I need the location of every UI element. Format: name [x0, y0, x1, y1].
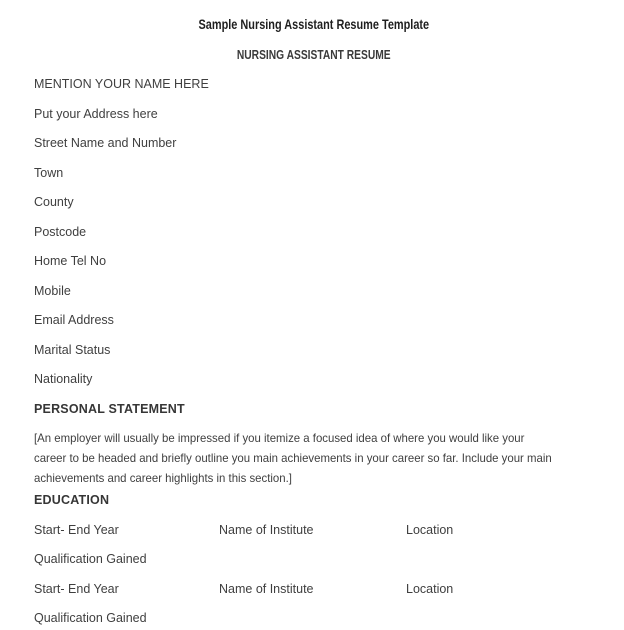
education-years: Start- End Year	[34, 522, 119, 537]
street-line: Street Name and Number	[34, 136, 177, 150]
education-row	[34, 520, 594, 540]
education-heading: EDUCATION	[34, 493, 110, 507]
county-line: County	[34, 195, 74, 209]
document-subtitle	[34, 45, 594, 65]
document-subtitle-text: NURSING ASSISTANT RESUME	[237, 48, 391, 62]
education-qualification: Qualification Gained	[34, 552, 147, 566]
home-tel-line: Home Tel No	[34, 254, 107, 268]
postcode-line: Postcode	[34, 224, 87, 239]
personal-statement-paragraph	[34, 428, 594, 488]
personal-statement-line: career to be headed and briefly outline you main achievements in your career so far. Include your main	[34, 450, 552, 465]
education-institute: Name of Institute	[219, 581, 314, 596]
nationality-line: Nationality	[34, 372, 93, 386]
education-location: Location	[406, 522, 454, 537]
education-location: Location	[406, 581, 454, 596]
education-institute: Name of Institute	[219, 522, 314, 537]
mobile-line: Mobile	[34, 283, 71, 298]
address-line: Put your Address here	[34, 106, 158, 121]
document-title	[34, 14, 594, 34]
town-line: Town	[34, 165, 64, 180]
personal-statement-line: achievements and career highlights in this section.]	[34, 470, 292, 485]
personal-statement-line: [An employer will usually be impressed if you itemize a focused idea of where you would like your	[34, 430, 525, 445]
personal-statement-heading: PERSONAL STATEMENT	[34, 401, 185, 416]
email-line: Email Address	[34, 313, 114, 327]
name-line: MENTION YOUR NAME HERE	[34, 77, 209, 91]
marital-status-line: Marital Status	[34, 342, 111, 357]
education-qualification: Qualification Gained	[34, 611, 147, 625]
education-row	[34, 579, 594, 599]
document-title-text: Sample Nursing Assistant Resume Template	[198, 16, 430, 32]
education-years: Start- End Year	[34, 581, 119, 596]
